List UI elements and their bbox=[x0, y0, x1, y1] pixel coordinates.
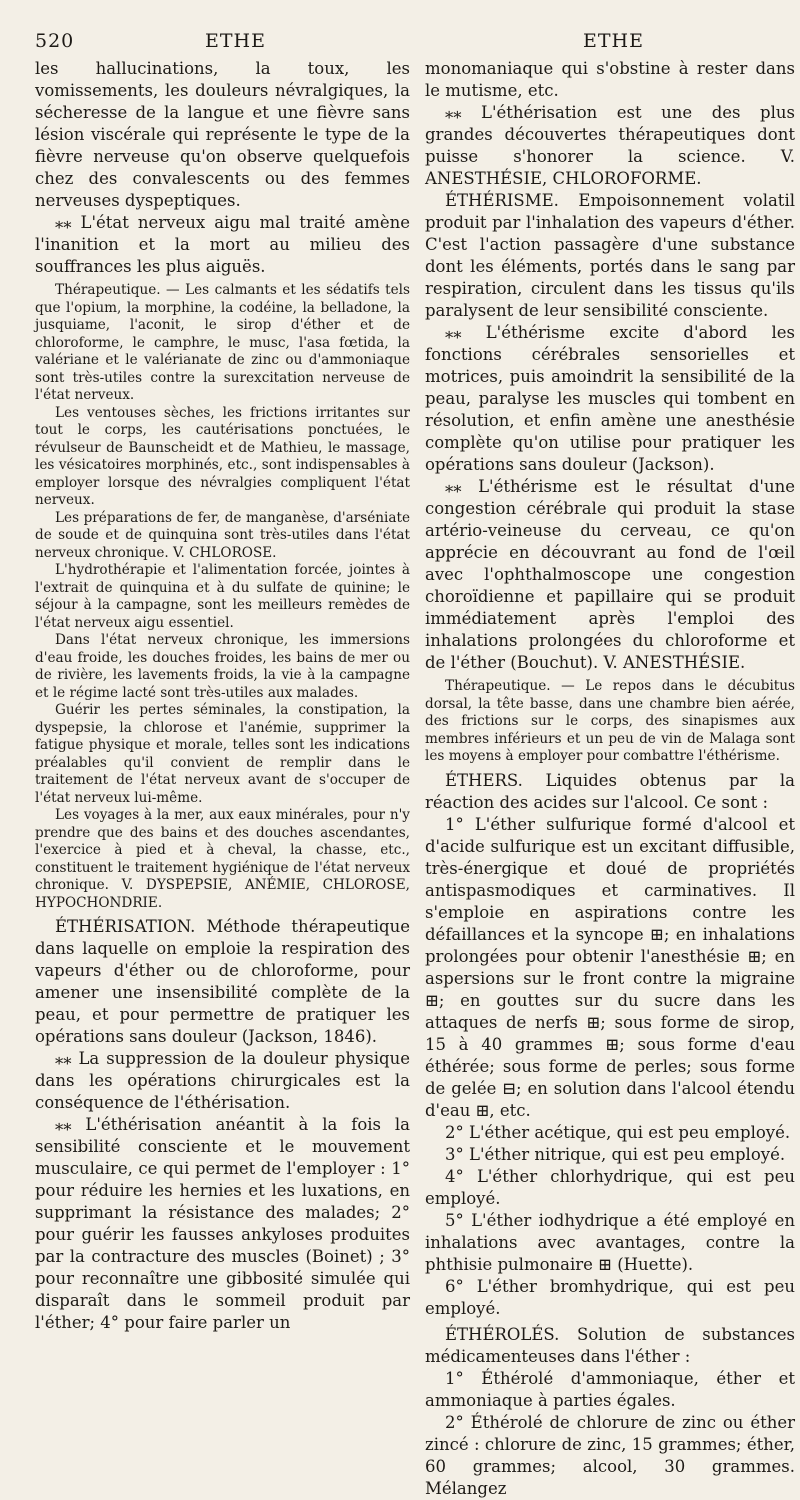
running-title-right: ETHE bbox=[583, 30, 644, 52]
paragraph: ⁎⁎ L'éthérisme excite d'abord les fonctions cérébrales sensorielles et motrices, puis amoindrit la sensibilité de la peau, paralyse les muscles qui tombent en résolution, et enfin amène une anesthésie complète qu'on utilise pour pratiquer les opérations sans douleur (Jackson). bbox=[425, 323, 795, 474]
paragraph: ⁎⁎ L'éthérisme est le résultat d'une congestion cérébrale qui produit la stase artério-veineuse du cerveau, ce qu'on apprécie en découvrant au fond de l'œil avec l'ophthalmoscope une congestion choroïdienne et papillaire qui se produit immédiatement après l'emploi des inhalations prolongées du chloroforme et de l'éther (Bouchut). V. ANESTHÉSIE. bbox=[425, 477, 795, 672]
running-title-left: ETHE bbox=[205, 30, 266, 52]
text-column-right bbox=[425, 58, 795, 1498]
paragraph: les hallucinations, la toux, les vomissements, les douleurs névralgiques, la sécheresse de la langue et une fièvre sans lésion viscérale qui représente le type de la fièvre nerveuse qu'on observe quelquefois chez des convalescents ou des femmes nerveuses dyspeptiques. bbox=[35, 59, 410, 210]
paragraph: ⁎⁎ L'éthérisation est une des plus grandes découvertes thérapeutiques dont puisse s'honorer la science. V. ANESTHÉSIE, CHLOROFORME. bbox=[425, 103, 795, 188]
paragraph: Dans l'état nerveux chronique, les immersions d'eau froide, les douches froides, les bains de mer ou de rivière, les lavements froids, la vie à la campagne et le régime lacté sont très-utiles aux malades. bbox=[35, 632, 410, 701]
paragraph: Thérapeutique. — Les calmants et les sédatifs tels que l'opium, la morphine, la codéine, la belladone, la jusquiame, l'aconit, le sirop d'éther et de chloroforme, le camphre, le musc, l'asa fœtida, la valériane et le valérianate de zinc ou d'ammoniaque sont très-utiles contre la surexcitation nerveuse de l'état nerveux. bbox=[35, 282, 410, 403]
paragraph: L'hydrothérapie et l'alimentation forcée, jointes à l'extrait de quinquina et à du sulfate de quinine; le séjour à la campagne, sont les meilleurs remèdes de l'état nerveux aigu essentiel. bbox=[35, 562, 410, 631]
entry-etherisation: ÉTHÉRISATION. Méthode thérapeutique dans laquelle on emploie la respiration des vapeurs d'éther ou de chloroforme, pour amener une insensibilité complète de la peau, et pour permettre de pratiquer les opérations sans douleur (Jackson, 1846). bbox=[35, 917, 410, 1046]
paragraph: 1° Éthérolé d'ammoniaque, éther et ammoniaque à parties égales. bbox=[425, 1368, 795, 1410]
paragraph: 5° L'éther iodhydrique a été employé en inhalations avec avantages, contre la phthisie pulmonaire ⊞ (Huette). bbox=[425, 1210, 795, 1274]
paragraph: ⁎⁎ L'éthérisation anéantit à la fois la sensibilité consciente et le mouvement musculaire, ce qui permet de l'employer : 1° pour réduire les hernies et les luxations, en supprimant la résistance des malades; 2° pour guérir les fausses ankyloses produites par la contracture des muscles (Boinet) ; 3° pour reconnaître une gibbosité simulée qui disparaît dans le sommeil produit par l'éther; 4° pour faire parler un bbox=[35, 1115, 410, 1332]
paragraph: Les voyages à la mer, aux eaux minérales, pour n'y prendre que des bains et des douches ascendantes, l'exercice à pied et à cheval, la chasse, etc., constituent le traitement hygiénique de l'état nerveux chronique. V. DYSPEPSIE, ANÉMIE, CHLOROSE, HYPOCHONDRIE. bbox=[35, 807, 410, 911]
paragraph: ⁎⁎ La suppression de la douleur physique dans les opérations chirurgicales est la conséquence de l'éthérisation. bbox=[35, 1049, 410, 1112]
paragraph: Guérir les pertes séminales, la constipation, la dyspepsie, la chlorose et l'anémie, supprimer la fatigue physique et morale, telles sont les indications préalables qu'il convient de remplir dans le traitement de l'état nerveux avant de s'occuper de l'état nerveux lui-même. bbox=[35, 702, 410, 806]
paragraph: ⁎⁎ L'état nerveux aigu mal traité amène l'inanition et la mort au milieu des souffrances les plus aiguës. bbox=[35, 213, 410, 276]
text-column-left bbox=[35, 58, 410, 1332]
paragraph: 2° Éthérolé de chlorure de zinc ou éther zincé : chlorure de zinc, 15 grammes; éther, 60 grammes; alcool, 30 grammes. Mélangez bbox=[425, 1412, 795, 1498]
paragraph: 1° L'éther sulfurique formé d'alcool et d'acide sulfurique est un excitant diffusible, très-énergique et doué de propriétés antispasmodiques et carminatives. Il s'emploie en aspirations contre les défaillances et la syncope ⊞; en inhalations prolongées pour obtenir l'anesthésie ⊞; en aspersions sur le front contre la migraine ⊞; en gouttes sur du sucre dans les attaques de nerfs ⊞; sous forme de sirop, 15 à 40 grammes ⊞; sous forme d'eau éthérée; sous forme de perles; sous forme de gelée ⊟; en solution dans l'alcool étendu d'eau ⊞, etc. bbox=[425, 814, 795, 1120]
paragraph: 4° L'éther chlorhydrique, qui est peu employé. bbox=[425, 1166, 795, 1208]
paragraph: monomaniaque qui s'obstine à rester dans le mutisme, etc. bbox=[425, 59, 795, 100]
entry-etherisme: ÉTHÉRISME. Empoisonnement volatil produit par l'inhalation des vapeurs d'éther. C'est l'action passagère d'une substance dont les éléments, portés dans le sang par respiration, circulent dans les tissus qu'ils paralysent de leur sensibilité consciente. bbox=[425, 191, 795, 320]
entry-etheroles: ÉTHÉROLÉS. Solution de substances médicamenteuses dans l'éther : bbox=[425, 1324, 795, 1366]
page-number: 520 bbox=[35, 30, 75, 52]
paragraph: Thérapeutique. — Le repos dans le décubitus dorsal, la tête basse, dans une chambre bien aérée, des frictions sur le corps, des sinapismes aux membres inférieurs et un peu de vin de Malaga sont les moyens à employer pour combattre l'éthérisme. bbox=[425, 678, 795, 764]
paragraph: Les préparations de fer, de manganèse, d'arséniate de soude et de quinquina sont très-utiles dans l'état nerveux chronique. V. CHLOROSE. bbox=[35, 509, 410, 561]
paragraph: 6° L'éther bromhydrique, qui est peu employé. bbox=[425, 1276, 795, 1318]
paragraph: Les ventouses sèches, les frictions irritantes sur tout le corps, les cautérisations ponctuées, le révulseur de Baunscheidt et de Mathieu, le massage, les vésicatoires morphinés, etc., sont indispensables à employer lorsque des névralgies compliquent l'état nerveux. bbox=[35, 404, 410, 508]
paragraph: 2° L'éther acétique, qui est peu employé. bbox=[445, 1122, 791, 1142]
paragraph: 3° L'éther nitrique, qui est peu employé. bbox=[445, 1144, 786, 1164]
entry-ethers: ÉTHERS. Liquides obtenus par la réaction des acides sur l'alcool. Ce sont : bbox=[425, 770, 795, 812]
